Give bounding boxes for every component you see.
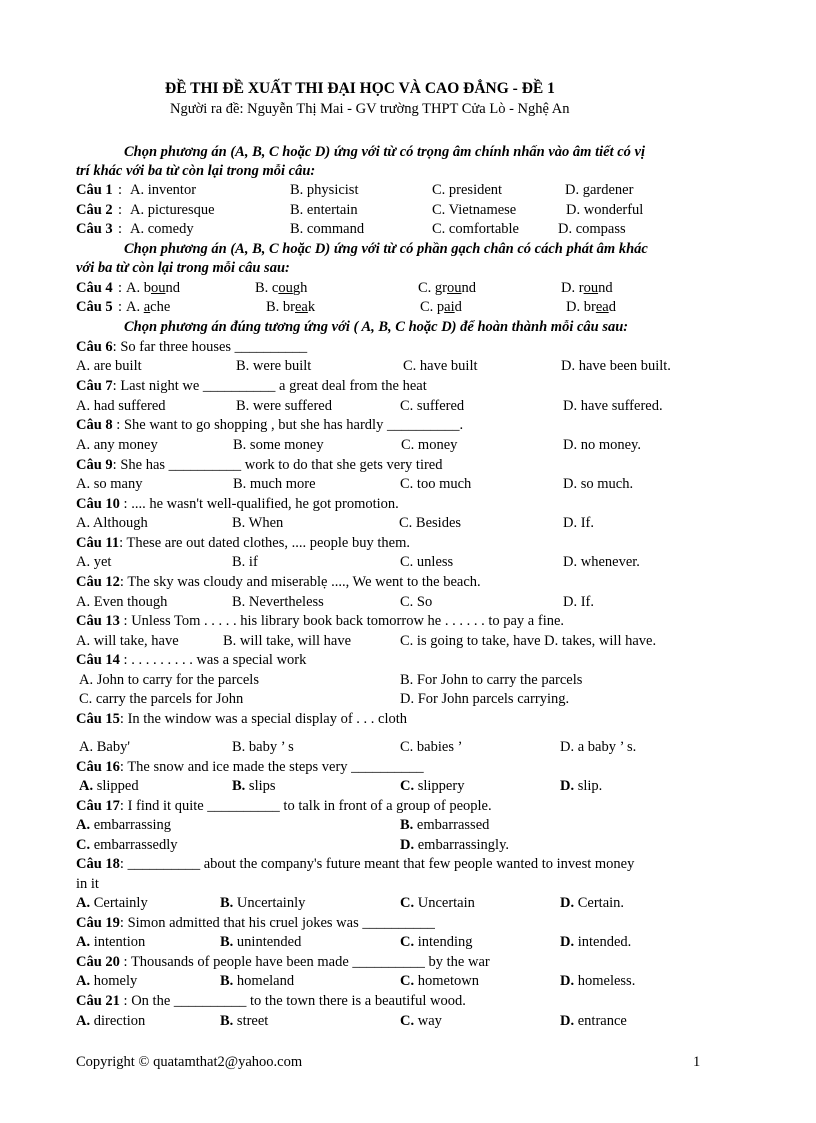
option-text: embarrassed — [413, 817, 490, 833]
underlined-part: ai — [444, 299, 455, 315]
option-letter: D. — [560, 778, 575, 794]
question-label: Câu 5 — [76, 299, 113, 315]
option-text: unintended — [233, 934, 302, 950]
underlined-part: ea — [295, 299, 308, 315]
underlined-part: ea — [595, 299, 609, 315]
q17-option-a — [76, 816, 171, 834]
question-colon: : — [118, 221, 123, 237]
question-text: : In the window was a special display of . . . cloth — [119, 711, 408, 727]
option-letter: A. — [76, 1013, 91, 1029]
underlined-part: ou — [447, 280, 462, 296]
q12-option-c: C. So — [400, 594, 433, 610]
question-text: : Simon admitted that his cruel jokes was __________ — [119, 915, 435, 931]
option-text: nd — [598, 280, 613, 296]
option-text: entrance — [574, 1013, 627, 1029]
q6-option-c: C. have built — [403, 358, 478, 374]
question-label: Câu 3 — [76, 221, 113, 237]
q6-option-d: D. have been built. — [561, 358, 671, 374]
q12-option-d: D. If. — [563, 594, 595, 610]
option-letter: D. — [560, 895, 575, 911]
page-number: 1 — [693, 1054, 701, 1070]
q11-option-c: C. unless — [400, 554, 454, 570]
option-letter: A. — [76, 973, 91, 989]
question-21-stem — [76, 992, 466, 1010]
option-letter: C. — [400, 934, 415, 950]
question-label: Câu 11 — [76, 535, 120, 551]
option-text: gh — [292, 280, 308, 296]
q19-option-c — [400, 933, 473, 951]
q12-option-a: A. Even though — [76, 594, 168, 610]
question-text: : The snow and ice made the steps very __________ — [119, 759, 424, 775]
q15-option-a: A. Baby' — [79, 739, 130, 755]
q14-option-d: D. For John parcels carrying. — [400, 691, 570, 707]
q10-option-d: D. If. — [563, 515, 595, 531]
page-title: ĐỀ THI ĐỀ XUẤT THI ĐẠI HỌC VÀ CAO ĐẲNG - ĐỀ 1 — [165, 80, 555, 97]
question-text: : .... he wasn't well-qualified, he got promotion. — [119, 496, 399, 512]
q21-option-b — [220, 1012, 268, 1030]
q7-option-a: A. had suffered — [76, 398, 166, 414]
option-a — [126, 298, 170, 316]
option-letter: B. — [220, 1013, 234, 1029]
option-text: embarrassingly. — [414, 837, 510, 853]
option-text: nd — [461, 280, 476, 296]
q10-option-b: B. When — [232, 515, 284, 531]
option-d — [566, 298, 616, 316]
q11-option-d: D. whenever. — [563, 554, 640, 570]
q16-option-d — [560, 777, 602, 795]
option-b — [255, 279, 307, 297]
q15-option-c: C. babies ’ — [400, 739, 463, 755]
option-text: intending — [414, 934, 473, 950]
q9-option-b: B. much more — [233, 476, 316, 492]
option-c: C. comfortable — [432, 221, 519, 237]
option-text: slippery — [414, 778, 465, 794]
question-text: : On the __________ to the town there is a beautiful wood. — [119, 993, 466, 1009]
question-label: Câu 1 — [76, 182, 113, 198]
option-d: D. compass — [558, 221, 626, 237]
question-label: Câu 18 — [76, 856, 120, 872]
question-label: Câu 2 — [76, 202, 113, 218]
question-text: : __________ about the company's future meant that few people wanted to invest money — [119, 856, 635, 872]
option-letter: D. — [560, 1013, 575, 1029]
option-text: D. br — [566, 299, 596, 315]
question-colon: : — [118, 202, 123, 218]
question-label: Câu 4 — [76, 280, 113, 296]
q19-option-a — [76, 933, 145, 951]
option-text: slipped — [93, 778, 139, 794]
option-text: intention — [90, 934, 146, 950]
question-text: : She want to go shopping , but she has hardly __________. — [112, 417, 464, 433]
option-letter: A. — [79, 778, 94, 794]
q17-option-c — [76, 836, 177, 854]
option-text: intended. — [574, 934, 632, 950]
option-text: C. p — [420, 299, 445, 315]
question-text: : . . . . . . . . . was a special work — [119, 652, 307, 668]
question-label: Câu 15 — [76, 711, 120, 727]
option-letter: D. — [560, 934, 575, 950]
question-20-stem — [76, 953, 490, 971]
q14-option-b: B. For John to carry the parcels — [400, 672, 583, 688]
question-18-stem-cont: in it — [76, 876, 99, 892]
option-text: homeland — [233, 973, 295, 989]
underlined-part: a — [143, 299, 151, 315]
q9-option-a: A. so many — [76, 476, 143, 492]
question-7-stem — [76, 377, 427, 395]
option-c — [420, 298, 462, 316]
option-letter: B. — [232, 778, 246, 794]
question-15-stem — [76, 710, 407, 728]
question-colon: : — [118, 280, 123, 296]
question-12-stem — [76, 573, 481, 591]
question-colon: : — [118, 299, 123, 315]
question-label: Câu 13 — [76, 613, 120, 629]
q20-option-d — [560, 972, 635, 990]
q20-option-a — [76, 972, 137, 990]
option-text: slips — [245, 778, 276, 794]
question-label: Câu 14 — [76, 652, 120, 668]
question-text: : I find it quite __________ to talk in front of a group of people. — [119, 798, 492, 814]
option-text: A. b — [126, 280, 151, 296]
underlined-part: ou — [583, 280, 599, 296]
option-letter: C. — [400, 1013, 415, 1029]
q8-option-a: A. any money — [76, 437, 158, 453]
q19-option-d — [560, 933, 631, 951]
question-text: : These are out dated clothes, .... people buy them. — [119, 535, 410, 551]
q15-option-d: D. a baby ’ s. — [560, 739, 637, 755]
option-text: d — [608, 299, 616, 315]
option-text: B. c — [255, 280, 279, 296]
section-3-instruction: Chọn phương án đúng tương ứng với ( A, B, C hoặc D) để hoàn thành mỗi câu sau: — [124, 319, 629, 335]
q13-option-a: A. will take, have — [76, 633, 179, 649]
q8-option-d: D. no money. — [563, 437, 641, 453]
option-a: A. inventor — [130, 182, 197, 198]
option-text: d — [454, 299, 462, 315]
option-b: B. physicist — [290, 182, 359, 198]
question-16-stem — [76, 758, 424, 776]
question-label: Câu 6 — [76, 339, 113, 355]
question-label: Câu 19 — [76, 915, 120, 931]
question-label: Câu 10 — [76, 496, 120, 512]
option-text: B. br — [266, 299, 295, 315]
question-10-stem — [76, 495, 399, 513]
option-text: embarrassedly — [90, 837, 178, 853]
q10-option-a: A. Although — [76, 515, 148, 531]
option-text: Uncertain — [414, 895, 475, 911]
option-text: direction — [90, 1013, 146, 1029]
option-text: D. r — [561, 280, 584, 296]
option-text: C. gr — [418, 280, 447, 296]
option-letter: D. — [560, 973, 575, 989]
question-label: Câu 12 — [76, 574, 120, 590]
q7-option-c: C. suffered — [400, 398, 465, 414]
option-b: B. entertain — [290, 202, 358, 218]
question-text: : Last night we __________ a great deal from the heat — [112, 378, 427, 394]
option-d: D. gardener — [565, 182, 634, 198]
q8-option-c: C. money — [401, 437, 458, 453]
question-11-stem — [76, 534, 410, 552]
option-b: B. command — [290, 221, 365, 237]
option-letter: A. — [76, 817, 91, 833]
option-text: slip. — [574, 778, 603, 794]
underlined-part: ou — [150, 280, 166, 296]
option-text: embarrassing — [90, 817, 172, 833]
option-d — [561, 279, 613, 297]
option-letter: A. — [76, 895, 91, 911]
option-text: Certain. — [574, 895, 625, 911]
option-text: homely — [90, 973, 138, 989]
q6-option-a: A. are built — [76, 358, 142, 374]
question-6-stem — [76, 338, 307, 356]
option-text: A. — [126, 299, 144, 315]
q9-option-c: C. too much — [400, 476, 472, 492]
option-text: Certainly — [90, 895, 148, 911]
option-letter: B. — [220, 973, 234, 989]
option-letter: B. — [220, 934, 234, 950]
section-2-instruction: Chọn phương án (A, B, C hoặc D) ứng với từ có phần gạch chân có cách phát âm khác — [124, 241, 648, 257]
question-13-stem — [76, 612, 564, 630]
q13-option-cd: C. is going to take, have D. takes, will have. — [400, 633, 657, 649]
q15-option-b: B. baby ’ s — [232, 739, 294, 755]
option-letter: B. — [220, 895, 234, 911]
option-letter: C. — [76, 837, 91, 853]
q10-option-c: C. Besides — [399, 515, 462, 531]
q6-option-b: B. were built — [236, 358, 312, 374]
section-1-instruction: Chọn phương án (A, B, C hoặc D) ứng với từ có trọng âm chính nhấn vào âm tiết có vị — [124, 144, 646, 160]
option-c: C. Vietnamese — [432, 202, 517, 218]
option-a: A. comedy — [130, 221, 194, 237]
question-colon: : — [118, 182, 123, 198]
option-text: hometown — [414, 973, 479, 989]
q13-option-b: B. will take, will have — [223, 633, 352, 649]
q12-option-b: B. Nevertheless — [232, 594, 324, 610]
option-letter: C. — [400, 895, 415, 911]
q18-option-a — [76, 894, 148, 912]
question-label: Câu 20 — [76, 954, 120, 970]
q16-option-a — [79, 777, 139, 795]
footer-copyright: Copyright © quatamthat2@yahoo.com — [76, 1054, 303, 1070]
question-label: Câu 7 — [76, 378, 113, 394]
question-label: Câu 8 — [76, 417, 113, 433]
option-letter: C. — [400, 778, 415, 794]
option-text: Uncertainly — [233, 895, 306, 911]
option-text: street — [233, 1013, 269, 1029]
q11-option-a: A. yet — [76, 554, 112, 570]
q11-option-b: B. if — [232, 554, 258, 570]
q9-option-d: D. so much. — [563, 476, 634, 492]
q7-option-b: B. were suffered — [236, 398, 332, 414]
option-letter: B. — [400, 817, 414, 833]
q8-option-b: B. some money — [233, 437, 324, 453]
option-letter: D. — [400, 837, 415, 853]
question-text: : The sky was cloudy and miserablẹ ...., We went to the beach. — [119, 574, 481, 590]
option-text: nd — [165, 280, 180, 296]
q16-option-b — [232, 777, 276, 795]
page-subtitle: Người ra đề: Nguyễn Thị Mai - GV trường THPT Cửa Lò - Nghệ An — [170, 101, 570, 117]
option-d: D. wonderful — [566, 202, 644, 218]
question-text: : So far three houses __________ — [112, 339, 308, 355]
q20-option-c — [400, 972, 479, 990]
q19-option-b — [220, 933, 301, 951]
question-label: Câu 21 — [76, 993, 120, 1009]
q17-option-b — [400, 816, 489, 834]
q21-option-c — [400, 1012, 442, 1030]
option-a: A. picturesque — [130, 202, 215, 218]
option-letter: A. — [76, 934, 91, 950]
option-letter: C. — [400, 973, 415, 989]
q7-option-d: D. have suffered. — [563, 398, 663, 414]
question-text: : Unless Tom . . . . . his library book back tomorrow he . . . . . . to pay a fine. — [119, 613, 565, 629]
q18-option-b — [220, 894, 305, 912]
question-label: Câu 16 — [76, 759, 120, 775]
q21-option-a — [76, 1012, 145, 1030]
question-8-stem — [76, 416, 463, 434]
q14-option-c: C. carry the parcels for John — [79, 691, 244, 707]
option-text: che — [150, 299, 171, 315]
q14-option-a: A. John to carry for the parcels — [79, 672, 259, 688]
option-c: C. president — [432, 182, 503, 198]
option-b — [266, 298, 315, 316]
option-a — [126, 279, 180, 297]
question-label: Câu 9 — [76, 457, 113, 473]
q20-option-b — [220, 972, 294, 990]
option-text: way — [414, 1013, 442, 1029]
q16-option-c — [400, 777, 464, 795]
q18-option-d — [560, 894, 624, 912]
underlined-part: ou — [278, 280, 293, 296]
question-label: Câu 17 — [76, 798, 120, 814]
question-19-stem — [76, 914, 435, 932]
section-1-instruction-cont: trí khác với ba từ còn lại trong mỗi câu: — [76, 163, 316, 179]
question-text: : She has __________ work to do that she gets very tired — [112, 457, 443, 473]
option-c — [418, 279, 476, 297]
q17-option-d — [400, 836, 509, 854]
question-18-stem — [76, 855, 634, 873]
question-9-stem — [76, 456, 443, 474]
q18-option-c — [400, 894, 475, 912]
option-text: homeless. — [574, 973, 636, 989]
question-17-stem — [76, 797, 492, 815]
question-14-stem — [76, 651, 306, 669]
question-text: : Thousands of people have been made __________ by the war — [119, 954, 490, 970]
q21-option-d — [560, 1012, 627, 1030]
section-2-instruction-cont: với ba từ còn lại trong mỗi câu sau: — [76, 260, 290, 276]
option-text: k — [307, 299, 316, 315]
